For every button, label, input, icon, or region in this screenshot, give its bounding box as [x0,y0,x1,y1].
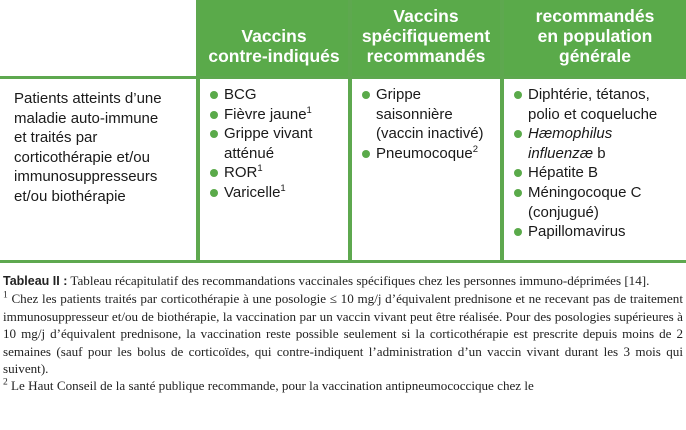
column-divider [500,0,504,263]
list-item: Hæmophilus influenzæ b [513,124,684,163]
list-item: Méningocoque C (conjugué) [513,183,684,222]
specific-list [361,85,498,163]
header-line: contre-indiqués [208,46,340,66]
list-item: Hépatite B [513,163,684,183]
list-item: Pneumocoque$^2$ [361,144,498,164]
general-list [513,85,684,242]
header-divider [0,76,686,79]
header-general [504,0,686,76]
header-contraindicated [200,0,348,76]
list-item: Varicelle$^1$ [209,183,346,203]
list-item: Papillomavirus [513,222,684,242]
list-item: Diphtérie, tétanos, polio et coqueluche [513,85,684,124]
list-item: Grippe vivant atténué [209,124,346,163]
header-line: spécifiquement [361,26,491,46]
header-specific [352,0,500,76]
header-line: générale [559,46,631,66]
header-line: recommandés [366,46,486,66]
footnote-1: $^1$ Chez les patients traités par corticothérapie à une posologie ≤ 10 mg/j d’équivalent prednisone et ne recevant pas de traitement immunosuppresseur et/ou de biothérapie, la vaccination par un vaccin vivant peut être réalisée. Pour des posologies supérieures à 10 mg/j d’équivalent prednisone, la vaccination reste possible seulement si la corticothérapie est prescrite depuis moins de 2 semaines (sauf pour les bolus de corticoïdes, qui contre-indiquent l’administration d’un vaccin vivant durant les 3 mois qui suivent). [3,291,683,377]
list-item: Fièvre jaune$^1$ [209,105,346,125]
column-divider [196,0,200,263]
contraindicated-list [209,85,346,203]
header-line: en population [537,26,653,46]
header-line: recommandés [535,6,655,26]
column-divider [348,0,352,263]
list-item: Grippe saisonnière (vaccin inactivé) [361,85,498,144]
table-bottom-rule [0,260,686,263]
caption-title: Tableau II : Tableau récapitulatif des recommandations vaccinales spécifiques chez les personnes immuno-déprimées [14]. [3,273,650,288]
list-item: ROR$^1$ [209,163,346,183]
patients-description: Patients atteints d’une maladie auto-immune et traités par corticothérapie et/ou immunosuppresseurs et/ou biothérapie [14,90,162,205]
footnote-2: $^2$ Le Haut Conseil de la santé publique recommande, pour la vaccination antipneumococcique chez le [3,378,534,394]
header-line: Vaccins [241,26,307,46]
table-caption [3,272,683,395]
header-line: Vaccins [393,6,459,26]
list-item: BCG [209,85,346,105]
